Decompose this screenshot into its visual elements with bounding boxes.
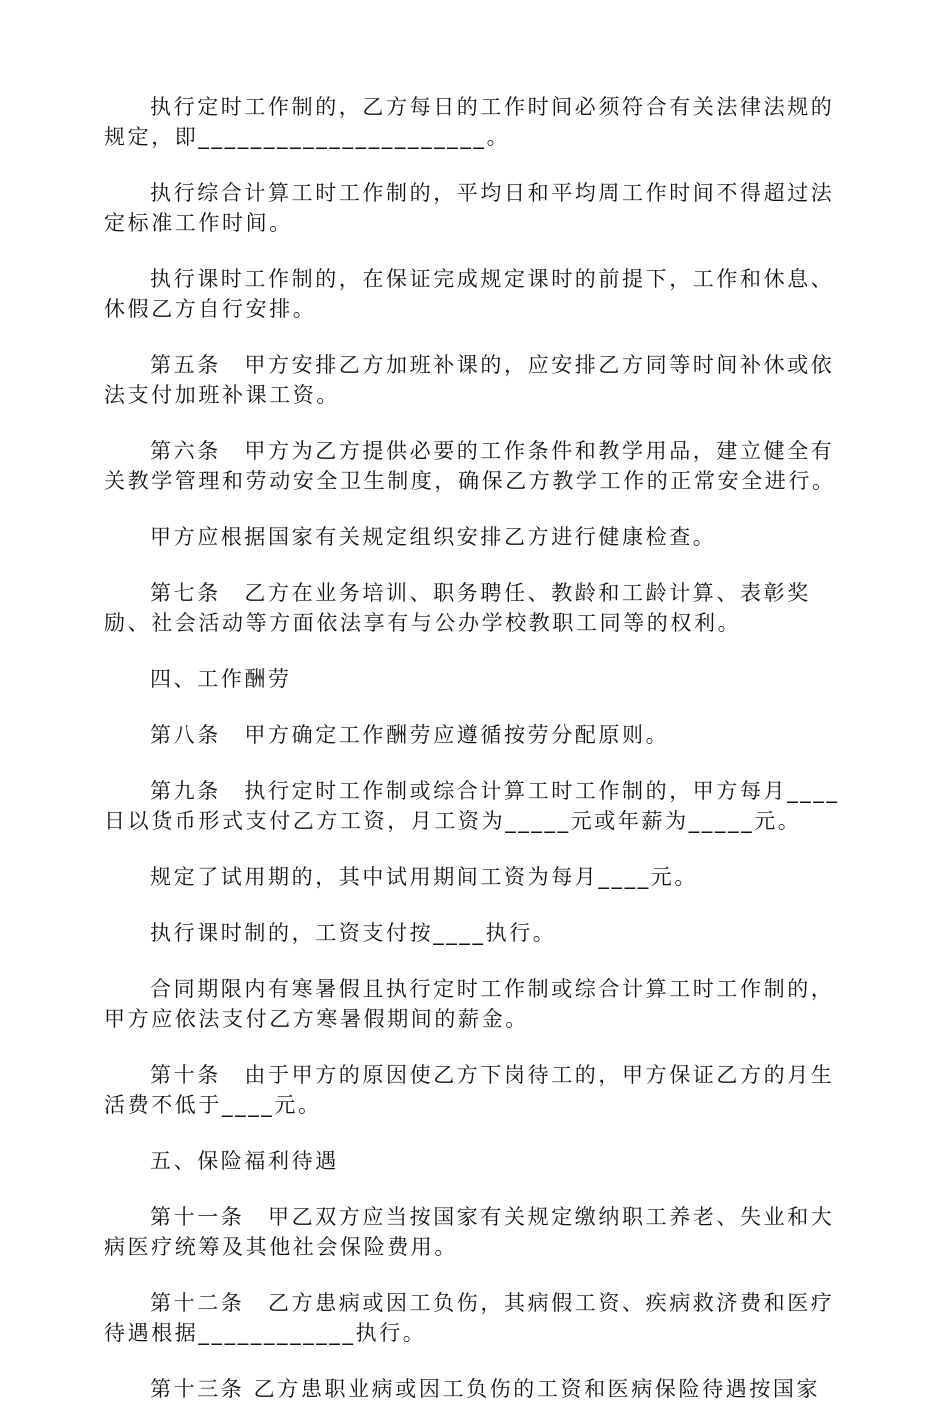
article-5: 第五条 甲方安排乙方加班补课的，应安排乙方同等时间补休或依法支付加班补课工资。 — [104, 353, 835, 407]
section-heading-5: 五、保险福利待遇 — [150, 1149, 339, 1173]
article-9: 第九条 执行定时工作制或综合计算工时工作制的，甲方每月____日以货币形式支付乙方工资，月工资为_____元或年薪为_____元。 — [104, 779, 840, 833]
article-11: 第十一条 甲乙双方应当按国家有关规定缴纳职工养老、失业和大病医疗统筹及其他社会保险费用。 — [104, 1205, 835, 1259]
article-6: 第六条 甲方为乙方提供必要的工作条件和教学用品，建立健全有关教学管理和劳动安全卫生制度，确保乙方教学工作的正常安全进行。 — [104, 439, 836, 493]
paragraph-comprehensive-hours: 执行综合计算工时工作制的，平均日和平均周工作时间不得超过法定标准工作时间。 — [104, 181, 835, 235]
paragraph-probation-pay: 规定了试用期的，其中试用期间工资为每月____元。 — [150, 865, 698, 889]
article-13: 第十三条 乙方患职业病或因工负伤的工资和医病保险待遇按国家 — [150, 1377, 821, 1401]
paragraph-health-check: 甲方应根据国家有关规定组织安排乙方进行健康检查。 — [150, 525, 717, 549]
paragraph-vacation-pay: 合同期限内有寒暑假且执行定时工作制或综合计算工时工作制的，甲方应依法支付乙方寒暑假期间的薪金。 — [104, 977, 835, 1031]
paragraph-class-hours: 执行课时工作制的，在保证完成规定课时的前提下，工作和休息、休假乙方自行安排。 — [104, 267, 835, 321]
paragraph-fixed-hours: 执行定时工作制的，乙方每日的工作时间必须符合有关法律法规的规定，即______________________。 — [104, 95, 835, 149]
article-10: 第十条 由于甲方的原因使乙方下岗待工的，甲方保证乙方的月生活费不低于____元。 — [104, 1063, 835, 1117]
section-heading-4: 四、工作酬劳 — [150, 667, 292, 691]
paragraph-class-hour-pay: 执行课时制的，工资支付按____执行。 — [150, 921, 557, 945]
article-8: 第八条 甲方确定工作酬劳应遵循按劳分配原则。 — [150, 723, 670, 747]
article-12: 第十二条 乙方患病或因工负伤，其病假工资、疾病救济费和医疗待遇根据____________执行。 — [104, 1291, 835, 1345]
article-7: 第七条 乙方在业务培训、职务聘任、教龄和工龄计算、表彰奖励、社会活动等方面依法享有与公办学校教职工同等的权利。 — [104, 581, 811, 635]
